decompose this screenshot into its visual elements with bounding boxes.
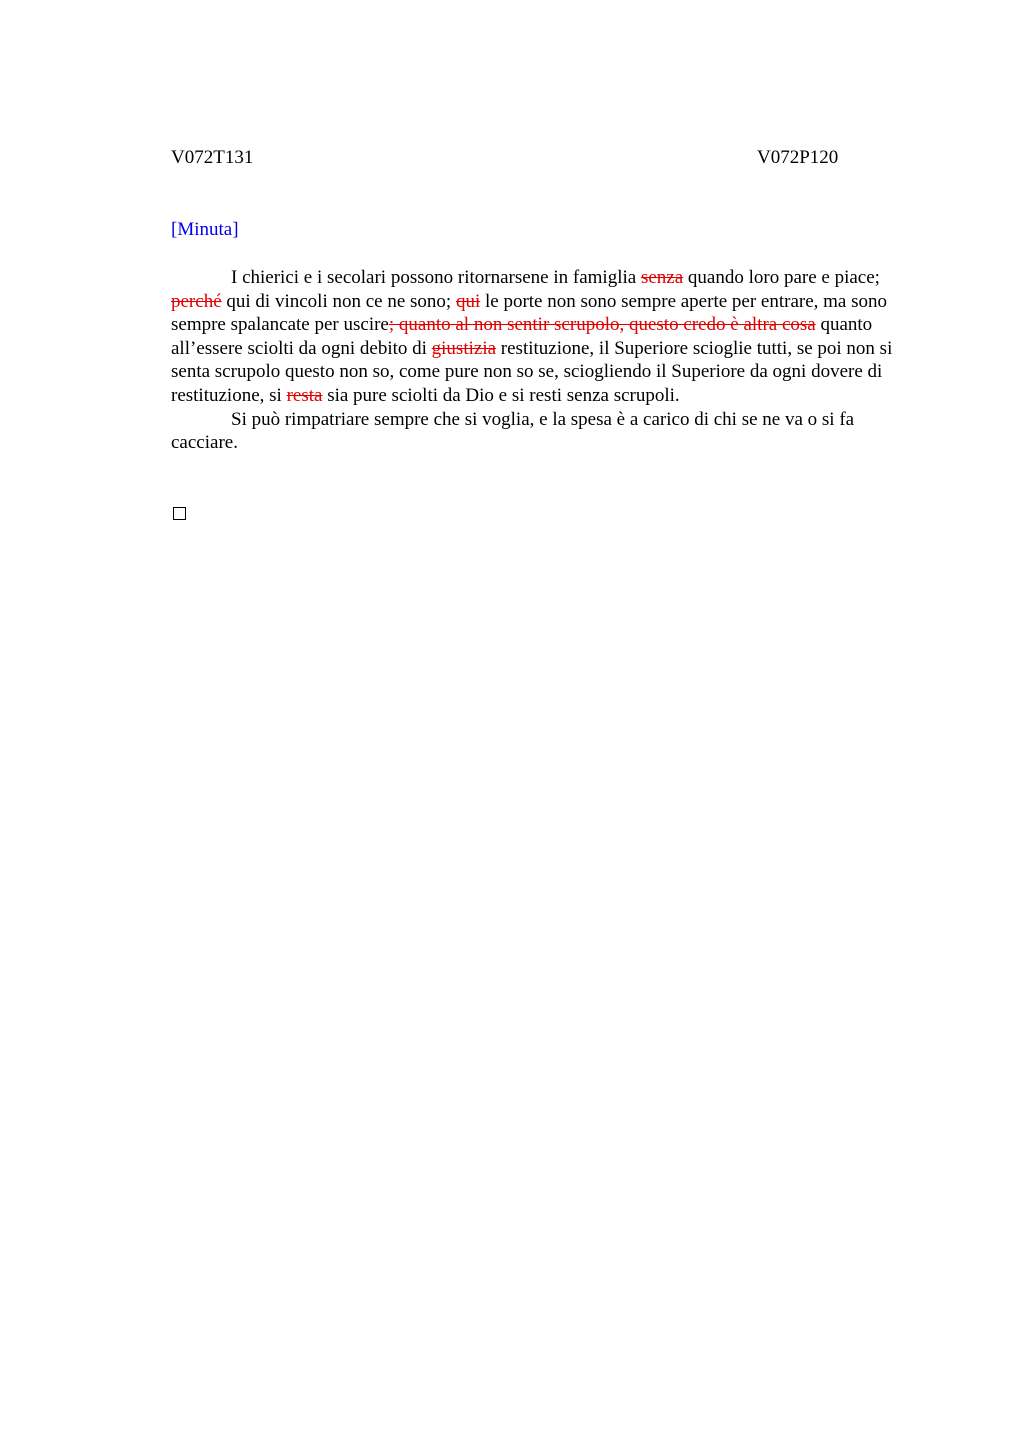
text-span: restituzione, il Superiore scioglie tutti, se poi non si senta scrupolo questo non so, come pure non so se, sciogliendo il Superiore da ogni dovere di restituzione, si <box>171 337 893 406</box>
text-span: quando loro pare e piace; <box>683 267 880 288</box>
section-label: [Minuta] <box>171 219 239 240</box>
text-span: sia pure sciolti da Dio e si resti senza scrupoli. <box>322 384 680 406</box>
paragraph-1 <box>171 266 921 408</box>
paragraph-2: Si può rimpatriare sempre che si voglia, e la spesa è a carico di chi se ne va o si fa cacciare. <box>171 408 855 454</box>
deleted-text: perché <box>171 290 222 312</box>
document-code-left: V072T131 <box>171 147 254 168</box>
deleted-text: ; quanto al non sentir scrupolo, questo credo è altra cosa <box>388 314 816 336</box>
text-span: le porte non sono sempre aperte per entrare, ma sono sempre spalancate per uscire <box>171 290 887 336</box>
deleted-text: resta <box>286 384 323 406</box>
document-body <box>171 266 921 455</box>
text-span: qui di vincoli non ce ne sono; <box>221 290 456 312</box>
box-icon <box>173 507 186 520</box>
deleted-text: giustizia <box>431 337 497 359</box>
document-code-right: V072P120 <box>757 147 839 168</box>
text-span: I chierici e i secolari possono ritornarsene in famiglia <box>231 267 641 288</box>
deleted-text: qui <box>455 290 481 312</box>
deleted-text: senza <box>640 267 684 288</box>
text-span: quanto all’essere sciolti da ogni debito di <box>171 314 873 359</box>
